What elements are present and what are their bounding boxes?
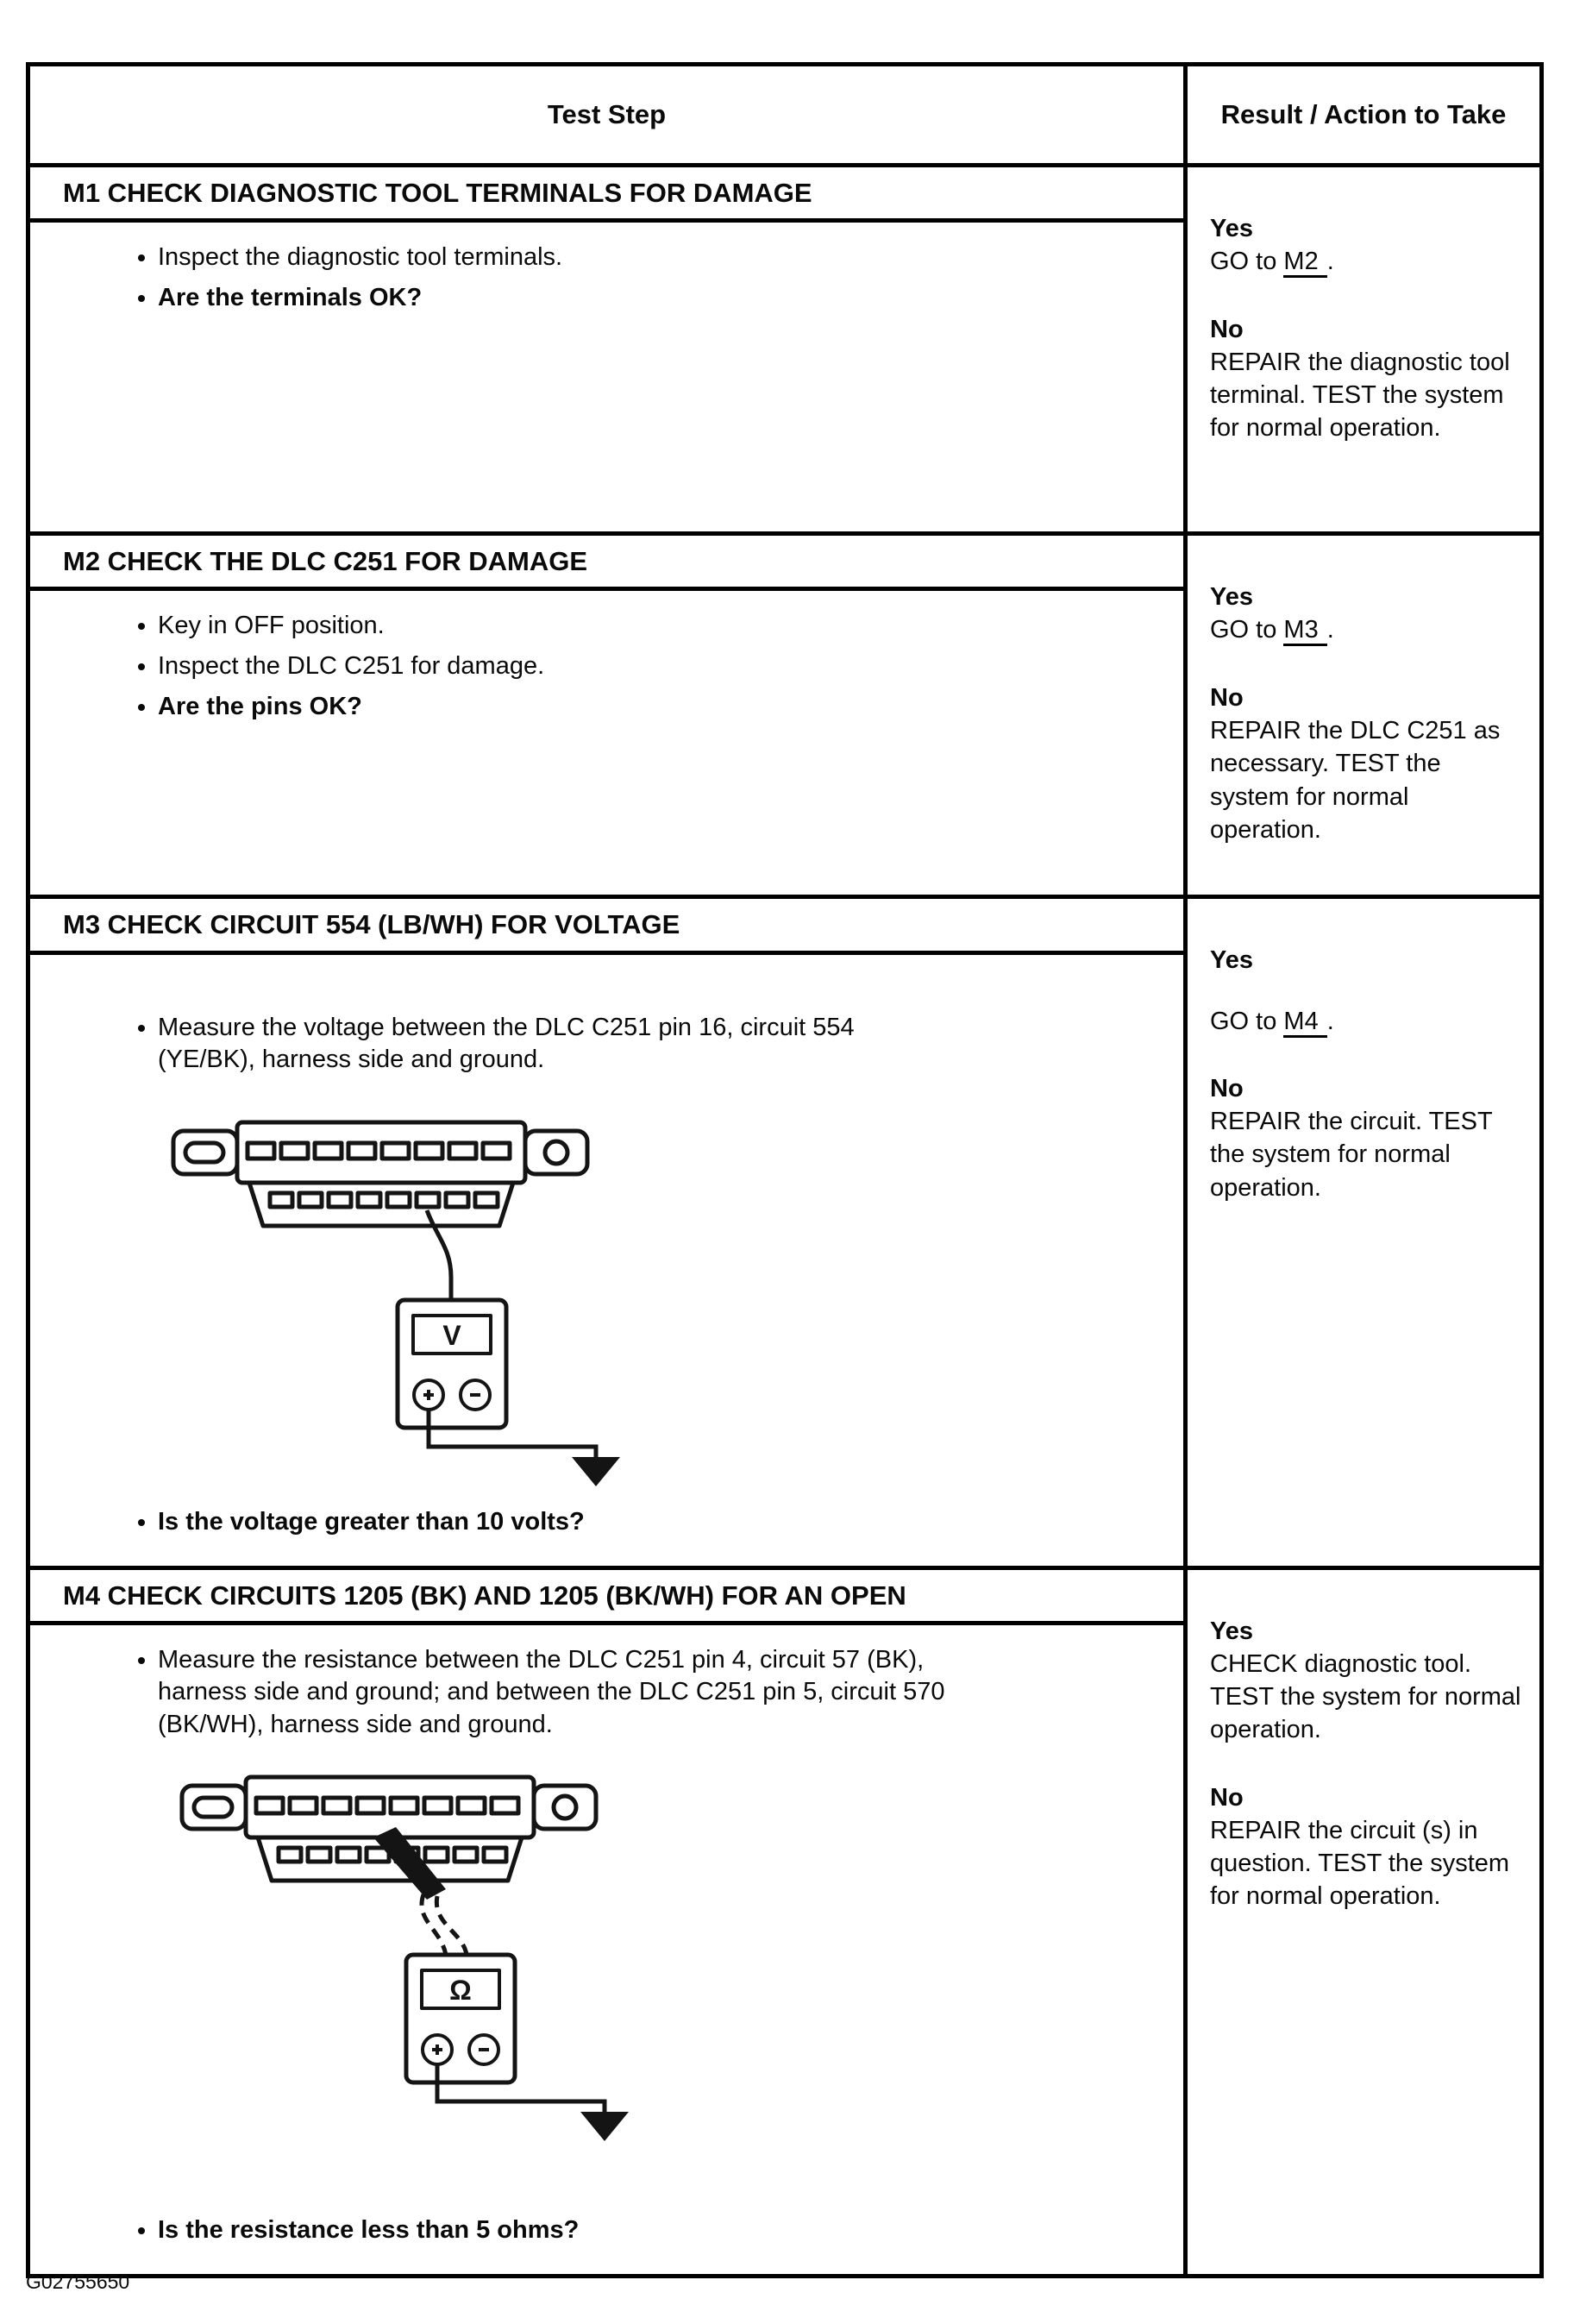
dlc-voltmeter-diagram: [160, 1109, 660, 1488]
test-step-row-m1: [30, 163, 1539, 531]
table-header-row: [30, 66, 1539, 163]
procedure-table: [26, 62, 1544, 2278]
result-action-cell: [1188, 899, 1539, 1565]
step-title: M4 CHECK CIRCUITS 1205 (BK) AND 1205 (BK/WH) FOR AN OPEN: [30, 1570, 1183, 1625]
yes-text: [1210, 1005, 1524, 1038]
yes-text-pre: GO to: [1210, 616, 1284, 644]
no-heading: No: [1210, 315, 1244, 343]
list-item-question: • Is the voltage greater than 10 volts?: [158, 1506, 1157, 1539]
step-title: M1 CHECK DIAGNOSTIC TOOL TERMINALS FOR DAMAGE: [30, 167, 1183, 223]
meter-display-label: V: [442, 1319, 461, 1351]
list-item: • Measure the resistance between the DLC C251 pin 4, circuit 57 (BK), harness side and ground; and between the DLC C251 pin 5, circuit 570 (BK/WH), harness side and ground.: [158, 1644, 1012, 1742]
list-item-question: • Are the terminals OK?: [158, 282, 1157, 315]
no-block: [1210, 681, 1524, 846]
meter-lead-wires-dashed: [422, 1894, 467, 1955]
no-text: REPAIR the DLC C251 as necessary. TEST the system for normal operation.: [1210, 716, 1501, 844]
figure-id-caption: G02755650: [26, 2271, 130, 2293]
result-action-cell: [1188, 1570, 1539, 2274]
list-item: • Measure the voltage between the DLC C251 pin 16, circuit 554 (YE/BK), harness side and ground.: [158, 1012, 938, 1077]
yes-heading: Yes: [1210, 946, 1253, 975]
dlc-ohmmeter-diagram: [168, 1763, 668, 2143]
bullet-list: [30, 610, 1157, 731]
yes-heading: Yes: [1210, 1617, 1253, 1645]
step-body: [30, 591, 1183, 895]
no-block: [1210, 1072, 1524, 1204]
step-ref-link[interactable]: M4: [1283, 1008, 1326, 1038]
no-text: REPAIR the circuit. TEST the system for normal operation.: [1210, 1108, 1493, 1202]
bullet-list: [30, 242, 1157, 322]
no-heading: No: [1210, 683, 1244, 712]
no-block: [1210, 313, 1524, 445]
ground-symbol-icon: [580, 2112, 629, 2141]
step-body: [30, 223, 1183, 531]
yes-text-post: .: [1326, 616, 1334, 644]
result-action-cell: [1188, 536, 1539, 895]
yes-block: [1210, 581, 1524, 647]
yes-text: [1210, 245, 1524, 278]
ground-symbol-icon: [572, 1457, 620, 1486]
meter-display-label: Ω: [449, 1974, 472, 2006]
step-ref-link[interactable]: M2: [1283, 248, 1326, 278]
yes-text: [1210, 613, 1524, 646]
step-body: [30, 1625, 1183, 2274]
list-item-question: • Are the pins OK?: [158, 691, 1157, 724]
test-step-row-m4: [30, 1566, 1539, 2274]
header-result-action: Result / Action to Take: [1220, 98, 1507, 129]
question-bullet: [30, 2214, 1157, 2255]
dlc-connector-graphic: [173, 1122, 587, 1226]
yes-heading: Yes: [1210, 583, 1253, 612]
step-title: M3 CHECK CIRCUIT 554 (LB/WH) FOR VOLTAGE: [30, 899, 1183, 954]
list-item: • Inspect the diagnostic tool terminals.: [158, 242, 1157, 274]
no-text: REPAIR the diagnostic tool terminal. TEST the system for normal operation.: [1210, 348, 1510, 443]
step-ref-link[interactable]: M3: [1283, 616, 1326, 646]
yes-block: [1210, 944, 1524, 1038]
list-item-question: • Is the resistance less than 5 ohms?: [158, 2214, 1157, 2247]
no-heading: No: [1210, 1783, 1244, 1812]
result-action-cell: [1188, 167, 1539, 531]
list-item: • Key in OFF position.: [158, 610, 1157, 643]
test-step-row-m2: [30, 531, 1539, 895]
step-title: M2 CHECK THE DLC C251 FOR DAMAGE: [30, 536, 1183, 591]
list-item: • Inspect the DLC C251 for damage.: [158, 650, 1157, 683]
yes-text-pre: GO to: [1210, 1007, 1284, 1035]
no-heading: No: [1210, 1074, 1244, 1102]
yes-text-post: .: [1326, 248, 1334, 276]
no-text: REPAIR the circuit (s) in question. TEST the system for normal operation.: [1210, 1816, 1510, 1911]
yes-text: [1210, 1648, 1524, 1747]
step-body: [30, 955, 1183, 1566]
yes-text-pre: CHECK diagnostic tool. TEST the system for normal operation.: [1210, 1649, 1521, 1744]
yes-text-post: .: [1326, 1007, 1334, 1035]
test-step-row-m3: [30, 895, 1539, 1565]
no-block: [1210, 1781, 1524, 1913]
yes-heading: Yes: [1210, 215, 1253, 242]
bullet-list: [30, 1012, 1157, 1084]
yes-block: [1210, 1615, 1524, 1747]
yes-block: [1210, 212, 1524, 279]
bullet-list: [30, 1644, 1157, 1749]
yes-text-pre: GO to: [1210, 248, 1284, 276]
question-bullet: [30, 1506, 1157, 1547]
dlc-connector-graphic: [182, 1777, 596, 1881]
header-test-step: Test Step: [30, 66, 1188, 163]
